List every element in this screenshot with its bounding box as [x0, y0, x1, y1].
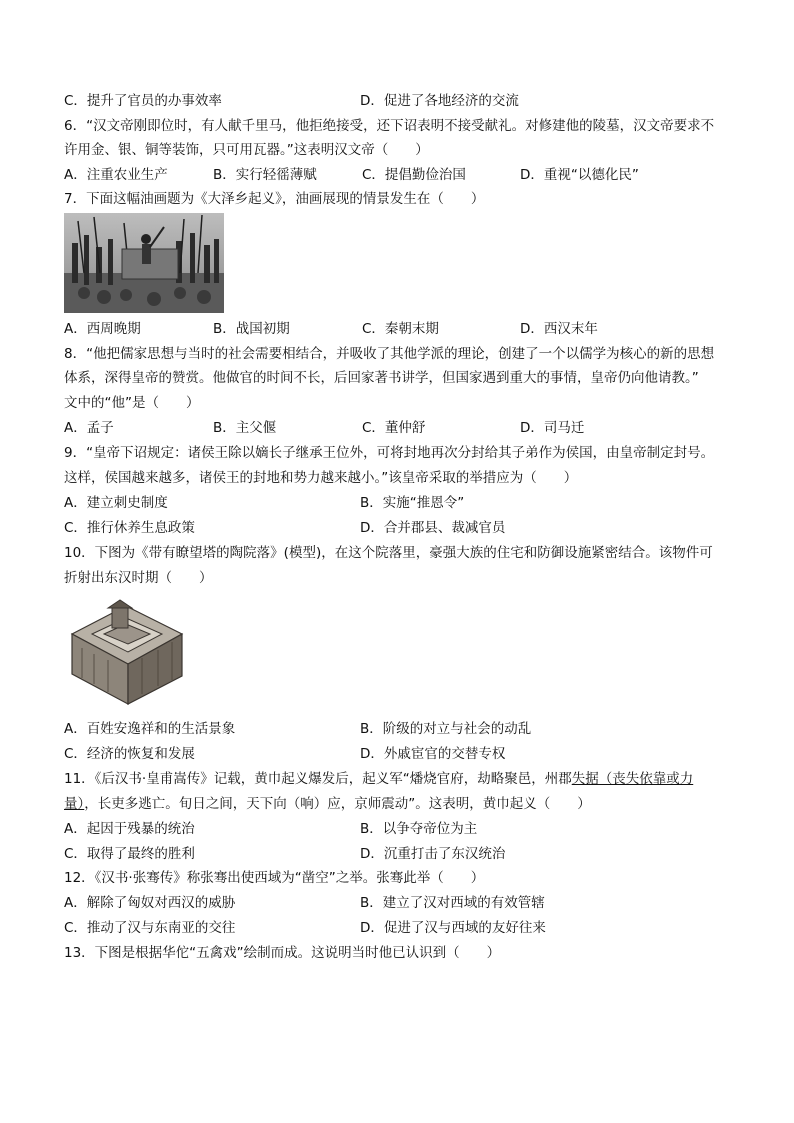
q7-stem-line1: 7．下面这幅油画题为《大泽乡起义》，油画展现的情景发生在（ ） — [64, 191, 485, 207]
q8-stem-line3: 文中的“他”是（ ） — [64, 395, 200, 411]
q8-option-c: C．董仲舒 — [362, 420, 426, 436]
q9-option-d: D．合并郡县、裁减官员 — [360, 520, 506, 536]
q10-option-a: A．百姓安逸祥和的生活景象 — [64, 721, 236, 737]
q9-stem-line1: 9．“皇帝下诏规定：诸侯王除以嫡长子继承王位外，可将封地再次分封给其子弟作为侯国，由皇帝制定封号。 — [64, 445, 715, 461]
q6-stem-line1: 6．“汉文帝刚即位时，有人献千里马，他拒绝接受，还下诏表明不接受献礼。对修建他的陵墓，汉文帝要求不 — [64, 118, 715, 134]
q5-option-c: C．提升了官员的办事效率 — [64, 93, 222, 109]
q8-option-d: D．司马迁 — [520, 420, 585, 436]
q8-option-a: A．孟子 — [64, 420, 114, 436]
q7-option-c: C．秦朝末期 — [362, 321, 439, 337]
q12-option-b: B．建立了汉对西域的有效管辖 — [360, 895, 545, 911]
q11-annotation-end: 量） — [64, 796, 85, 812]
q9-stem-line2: 这样，侯国越来越多，诸侯王的封地和势力越来越小。”该皇帝采取的举措应为（ ） — [64, 470, 578, 486]
q9-option-b: B．实施“推恩令” — [360, 495, 465, 511]
q12-option-a: A．解除了匈奴对西汉的威胁 — [64, 895, 236, 911]
q11-option-d: D．沉重打击了东汉统治 — [360, 846, 506, 862]
q8-option-b: B．主父偃 — [213, 420, 277, 436]
q8-stem-line1: 8．“他把儒家思想与当时的社会需要相结合，并吸收了其他学派的理论，创建了一个以儒学为核心的新的思想 — [64, 346, 715, 362]
q10-stem-line2: 折射出东汉时期（ ） — [64, 570, 213, 586]
q12-option-c: C．推动了汉与东南亚的交往 — [64, 920, 236, 936]
q12-option-d: D．促进了汉与西域的友好往来 — [360, 920, 546, 936]
q9-option-c: C．推行休养生息政策 — [64, 520, 195, 536]
q11-annotation-start: 失据（丧失依靠或力 — [571, 771, 694, 787]
q10-option-b: B．阶级的对立与社会的动乱 — [360, 721, 532, 737]
q6-stem-line2: 许用金、银、铜等装饰，只可用瓦器。”这表明汉文帝（ ） — [64, 142, 429, 158]
q7-option-b: B．战国初期 — [213, 321, 290, 337]
q6-option-b: B．实行轻徭薄赋 — [213, 167, 317, 183]
q11-option-c: C．取得了最终的胜利 — [64, 846, 195, 862]
q6-option-c: C．提倡勤俭治国 — [362, 167, 466, 183]
q11-option-a: A．起因于残暴的统治 — [64, 821, 195, 837]
q8-stem-line2: 体系，深得皇帝的赞赏。他做官的时间不长，后回家著书讲学，但国家遇到重大的事情，皇帝仍向他请教。” — [64, 370, 699, 386]
dazexiang-uprising-painting — [64, 213, 224, 313]
q6-option-a: A．注重农业生产 — [64, 167, 168, 183]
q5-option-d: D．促进了各地经济的交流 — [360, 93, 519, 109]
q6-option-d: D．重视“以德化民” — [520, 167, 639, 183]
q9-option-a: A．建立刺史制度 — [64, 495, 168, 511]
q7-option-d: D．西汉末年 — [520, 321, 598, 337]
q11-stem-line2 — [64, 795, 591, 813]
q13-stem-line1: 13．下图是根据华佗“五禽戏”绘制而成。这说明当时他已认识到（ ） — [64, 945, 501, 961]
q10-option-c: C．经济的恢复和发展 — [64, 746, 195, 762]
q10-option-d: D．外戚宦官的交替专权 — [360, 746, 506, 762]
q11-option-b: B．以争夺帝位为主 — [360, 821, 478, 837]
q10-stem-line1: 10．下图为《带有瞭望塔的陶院落》(模型)，在这个院落里，豪强大族的住宅和防御设施紧密结合。该物件可 — [64, 545, 713, 561]
q7-option-a: A．西周晚期 — [64, 321, 141, 337]
pottery-courtyard-model-image — [64, 594, 189, 709]
q11-stem-line1-text: 11．《后汉书·皇甫嵩传》记载，黄巾起义爆发后，起义军“燔烧官府，劫略聚邑，州郡 — [64, 771, 572, 787]
q12-stem-line1: 12．《汉书·张骞传》称张骞出使西域为“凿空”之举。张骞此举（ ） — [64, 870, 485, 886]
q11-stem-line2-text: ，长吏多逃亡。旬日之间，天下向（响）应，京师震动”。这表明，黄巾起义（ ） — [84, 796, 591, 812]
q11-stem-line1 — [64, 770, 693, 788]
